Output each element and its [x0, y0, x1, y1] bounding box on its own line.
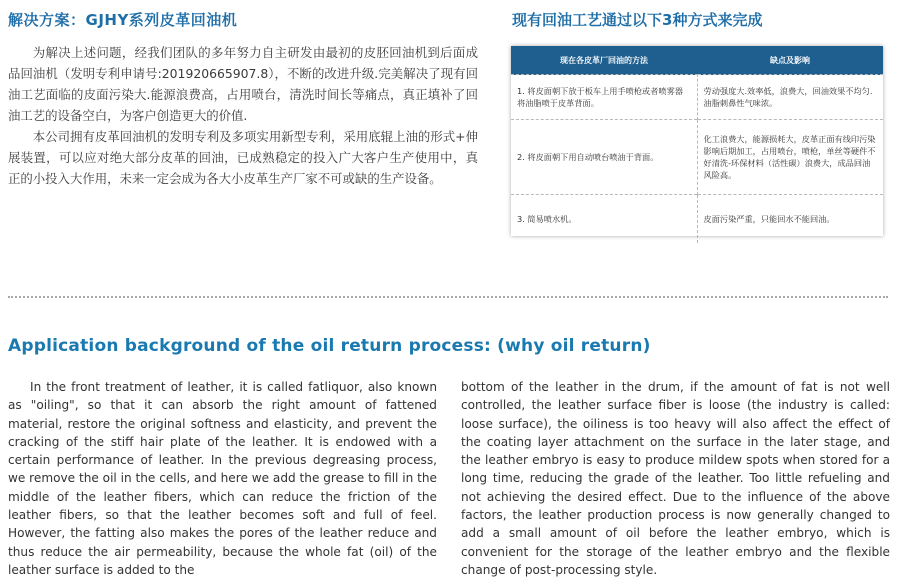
en-column-right — [461, 378, 890, 579]
dotted-divider — [8, 296, 888, 298]
table-cell-method: 3. 简易喷水机。 — [511, 195, 697, 244]
table-row — [511, 75, 883, 120]
zh-section-body — [8, 42, 478, 189]
en-section-title: Application background of the oil return process: (why oil return) — [8, 336, 651, 356]
table-cell-drawback: 化工浪费大，能源损耗大，皮革正面有线印污染影响后期加工，占用喷台，喷枪，单丝等硬件不好清洗-环保材料（活性碳）浪费大，成品回油风险高。 — [697, 120, 883, 195]
en-paragraph-left: In the front treatment of leather, it is called fatliquor, also known as "oiling", so that it can absorb the right amount of fattened material, restore the original softness and elasticity, and prevent the cracking of the stiff hair plate of the leather. It is endowed with a certain performance of leather. In the previous degreasing process, we remove the oil in the cells, and here we add the grease to fill in the middle of the leather fibers, which can reduce the friction of the leather fibers, so that the leather becomes soft and full of feel. However, the fatting also makes the pores of the leather reduce and thus reduce the air permeability, because the whole fat (oil) of the leather surface is added to the — [8, 380, 437, 577]
zh-section-title: 解决方案：GJHY系列皮革回油机 — [8, 11, 238, 29]
methods-table-card — [511, 46, 883, 236]
en-paragraph-right: bottom of the leather in the drum, if the amount of fat is not well controlled, the leather surface fiber is loose (the industry is called: loose surface), the oiliness is too heavy will also affect the effect of the coating layer attachment on the surface in the later stage, and the leather embryo is easy to produce mildew spots when stored for a long time, reducing the grade of the leather. Too little refueling and not achieving the desired effect. Due to the influence of the above factors, the leather production process is now generally changed to add a small amount of oil before the leather embryo, which is convenient for the storage of the leather embryo and the flexible change of post-processing style. — [461, 380, 890, 577]
table-header-drawbacks: 缺点及影响 — [697, 46, 883, 75]
table-row — [511, 195, 883, 244]
table-cell-drawback: 劳动强度大.效率低，浪费大，回油效果不均匀.油脂刺鼻性气味浓。 — [697, 75, 883, 120]
table-cell-drawback: 皮面污染严重，只能回水不能回油。 — [697, 195, 883, 244]
table-cell-method: 2. 将皮面朝下用自动喷台喷油于背面。 — [511, 120, 697, 195]
zh-paragraph-2: 本公司拥有皮革回油机的发明专利及多项实用新型专利，采用底辊上油的形式+伸展装置，可以应对绝大部分皮革的回油，已成熟稳定的投入广大客户生产使用中，真正的小投入大作用，未来一定会成为各大小皮革生产厂家不可或缺的生产设备。 — [8, 129, 478, 186]
table-row — [511, 120, 883, 195]
table-header-row — [511, 46, 883, 75]
table-header-method: 现在各皮革厂回油的方法 — [511, 46, 697, 75]
table-cell-method: 1. 将皮面朝下放于板车上用手喷枪或者喷雾器将油脂喷于皮革背面。 — [511, 75, 697, 120]
methods-table — [511, 46, 883, 243]
en-column-left — [8, 378, 437, 579]
table-section-title: 现有回油工艺通过以下3种方式来完成 — [512, 11, 763, 29]
zh-paragraph-1: 为解决上述问题，经我们团队的多年努力自主研发由最初的皮胚回油机到后面成品回油机（发明专利申请号:201920665907.8），不断的改进升级.完美解决了现有回油工艺面临的皮面污染大.能源浪费高，占用喷台，清洗时间长等痛点，真正填补了回油工艺的设备空白，为客户创造更大的价值. — [8, 45, 478, 123]
